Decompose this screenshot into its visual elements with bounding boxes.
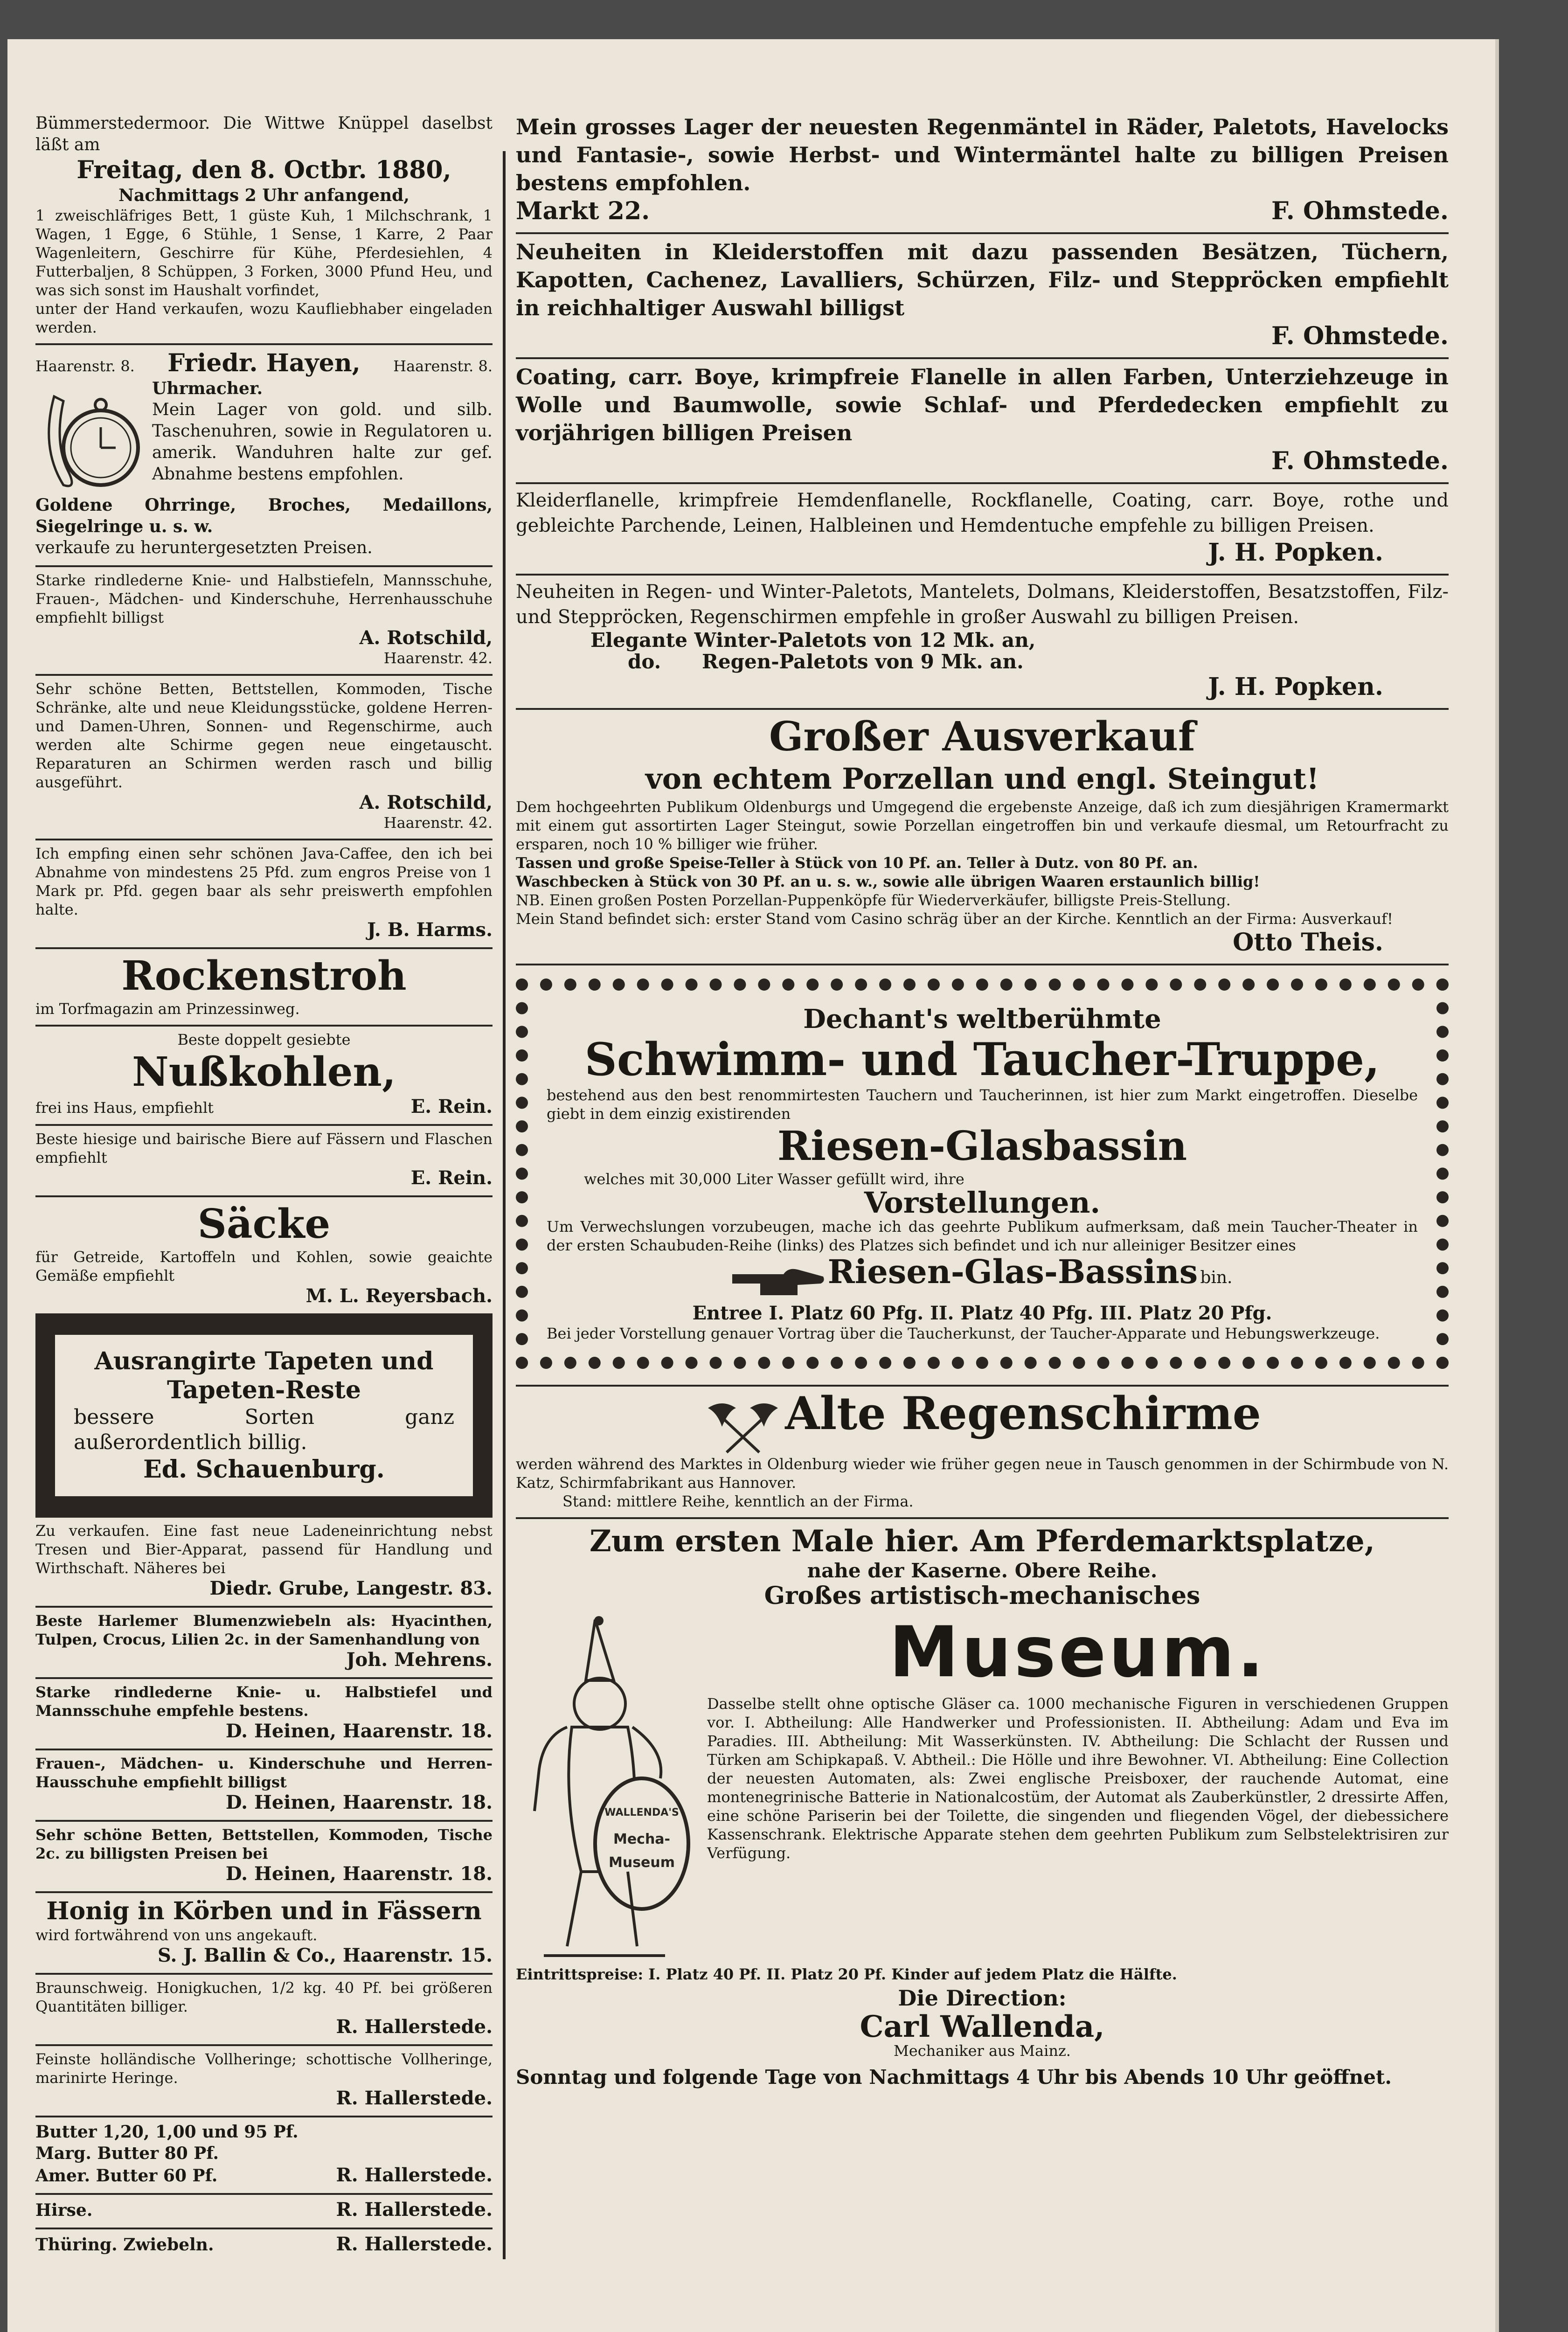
ad-tapeten-line1: Ausrangirte Tapeten und [94,1347,434,1375]
ad-heinen-2-sig: D. Heinen, Haarenstr. 18. [225,1791,493,1813]
drum-label-2: Mecha- [613,1831,671,1847]
ad-dechant-body3: Um Verwechslungen vorzubeugen, mache ich das geehrte Publikum aufmerksam, daß mein Taucher-Theater in der ersten Schaubuden-Reihe (links) des Platzes sich befindet und ich nur alleiniger Besitzer eines [547,1218,1418,1254]
ad-wallenda-sig-sub: Mechaniker aus Mainz. [894,2042,1071,2060]
ad-popken-1 [516,484,1449,576]
ad-nusskohlen-line2: frei ins Haus, empfiehlt [35,1099,214,1117]
ad-hayen-trade: Uhrmacher. [152,379,263,398]
ad-hallerstede-zwiebeln [35,2229,493,2262]
ad-rotschild-shoes-body: Starke rindlederne Knie- und Halbstiefeln, Mannsschuhe, Frauen-, Mädchen- und Kinderschuhe, Herrenhausschuhe empfiehlt billigst [35,571,493,626]
ad-wallenda-footer: Sonntag und folgende Tage von Nachmittags 4 Uhr bis Abends 10 Uhr geöffnet. [516,2066,1392,2089]
ad-auction-tail: unter der Hand verkaufen, wozu Kaufliebhaber eingeladen werden. [35,300,493,336]
ad-ballin-body: wird fortwährend von uns angekauft. [35,1926,318,1944]
ad-grube [35,1518,493,1608]
ad-theis-nb: NB. Einen großen Posten Porzellan-Puppenköpfe für Wiederverkäufer, billigste Preis-Stellung. [516,891,1231,909]
ad-zwiebeln-item: Thüring. Zwiebeln. [35,2235,214,2255]
ad-ballin-title: Honig in Körben und in Fässern [46,1897,482,1925]
ad-heinen-1-body: Starke rindlederne Knie- u. Halbstiefel und Mannsschuhe empfehle bestens. [35,1683,493,1720]
ad-ohmstede-3-sig: F. Ohmstede. [1271,447,1449,475]
ad-dechant [516,965,1449,1387]
ad-hallerstede-heringe [35,2046,493,2117]
ad-ohmstede-2-sig: F. Ohmstede. [1271,322,1449,350]
ad-tapeten-sig: Ed. Schauenburg. [143,1455,385,1484]
ad-heinen-3 [35,1822,493,1893]
ad-harms-body: Ich empfing einen sehr schönen Java-Caffee, den ich bei Abnahme von mindestens 25 Pfd. zum engros Preise von 1 Mark pr. Pfd. gegen baar als sehr preiswerth empfohlen halte. [35,845,493,918]
ad-theis-body: Dem hochgeehrten Publikum Oldenburgs und Umgegend die ergebenste Anzeige, daß ich zum diesjährigen Kramermarkt mit einem gut assortirten Lager Steingut, sowie Porzellan eingetroffen bin und verkaufe diesmal, um Retourfracht zu ersparen, noch 10 % billiger wie früher. [516,798,1449,853]
ad-rotschild-furniture-addr: Haarenstr. 42. [383,814,493,832]
ad-grube-body: Zu verkaufen. Eine fast neue Ladeneinrichtung nebst Tresen und Bier-Apparat, passend für Handlung und Wirthschaft. Näheres bei [35,1522,493,1577]
ad-theis-subtitle: von echtem Porzellan und engl. Steingut! [645,762,1319,796]
ad-biere-body: Beste hiesige und bairische Biere auf Fässern und Flaschen empfiehlt [35,1130,493,1166]
ad-katz-body: werden während des Marktes in Oldenburg wieder wie früher gegen neue in Tausch genommen in der Schirmbude von N. Katz, Schirmfabrikant aus Hannover. [516,1455,1449,1492]
ad-rotschild-shoes [35,567,493,676]
ad-nusskohlen-title: Nußkohlen, [132,1048,396,1096]
ad-popken-2-line2: do. Regen-Paletots von 9 Mk. an. [628,650,1024,673]
crossed-umbrellas-icon [703,1399,783,1455]
ad-hayen [35,345,493,567]
ad-ohmstede-1 [516,109,1449,234]
ad-katz-stand: Stand: mittlere Reihe, kenntlich an der Firma. [562,1492,914,1510]
ad-saecke-title: Säcke [197,1201,331,1248]
ad-wallenda-direction: Die Direction: [898,1985,1067,2011]
ad-biere-sig: E. Rein. [410,1167,493,1189]
ad-rotschild-furniture-sig: A. Rotschild, [359,791,493,813]
ad-wallenda-line1: Zum ersten Male hier. Am Pferdemarktsplatze, [590,1524,1375,1559]
ad-theis-title: Großer Ausverkauf [769,713,1195,760]
ad-mehrens-sig: Joh. Mehrens. [346,1649,493,1671]
ad-heinen-3-body: Sehr schöne Betten, Bettstellen, Kommoden, Tische 2c. zu billigsten Preisen bei [35,1826,493,1862]
ad-katz-title: Alte Regenschirme [785,1387,1261,1440]
ad-nusskohlen [35,1027,493,1126]
ad-dechant-body2: welches mit 30,000 Liter Wasser gefüllt wird, ihre [584,1170,964,1188]
ad-saecke-sig: M. L. Reyersbach. [305,1285,493,1307]
column-divider [503,151,506,2259]
ad-hayen-addr-right: Haarenstr. 8. [393,357,493,375]
ad-butter-line3: Amer. Butter 60 Pf. [35,2166,218,2186]
ad-dechant-line1: Dechant's weltberühmte [803,1004,1161,1034]
ad-tapeten [35,1315,493,1518]
ad-nusskohlen-line1: Beste doppelt gesiebte [177,1031,351,1048]
ad-tapeten-line2: Tapeten-Reste [167,1376,361,1404]
ad-butter-sig: R. Hallerstede. [336,2164,493,2186]
ad-popken-2-sig: J. H. Popken. [1208,673,1383,701]
pointing-hand-icon [732,1263,826,1300]
ad-dechant-title2: Riesen-Glasbassin [777,1123,1187,1170]
ad-wallenda-title: Museum. [889,1612,1267,1693]
ad-hayen-body: Mein Lager von gold. und silb. Taschenuhren, sowie in Regulatoren u. amerik. Wanduhren halte zur gef. Abnahme bestens empfohlen. [152,400,493,484]
ad-rotschild-furniture-body: Sehr schöne Betten, Bettstellen, Kommoden, Tische Schränke, alte und neue Kleidungsstücke, goldene Herren- und Damen-Uhren, Sonnen- und Regenschirme, auch werden alte Schirme gegen neue eingetauscht. Reparaturen an Schirmen werden rasch und billig ausgeführt. [35,680,493,791]
ad-hayen-extra: Goldene Ohrringe, Broches, Medaillons, Siegelringe u. s. w. [35,495,493,536]
ad-hallerstede-heringe-sig: R. Hallerstede. [336,2087,493,2109]
ad-rotschild-shoes-sig: A. Rotschild, [359,627,493,649]
left-column [35,109,493,2262]
ad-dechant-title4-tail: bin. [1200,1268,1233,1287]
ad-theis-stand: Mein Stand befindet sich: erster Stand vom Casino schräg über an der Kirche. Kenntlich an der Firma: Ausverkauf! [516,910,1393,928]
drum-label-1: WALLENDA'S [604,1807,679,1818]
ad-hallerstede-heringe-body: Feinste holländische Vollheringe; schottische Vollheringe, marinirte Heringe. [35,2050,493,2087]
ad-ohmstede-3 [516,359,1449,484]
ad-wallenda-line3: Großes artistisch-mechanisches [764,1582,1200,1610]
ad-dechant-prices: Entree I. Platz 60 Pfg. II. Platz 40 Pfg. III. Platz 20 Pfg. [692,1302,1272,1324]
ad-nusskohlen-sig: E. Rein. [410,1096,493,1117]
ad-heinen-3-sig: D. Heinen, Haarenstr. 18. [225,1863,493,1885]
ad-ohmstede-1-addr: Markt 22. [516,197,650,225]
ad-theis-line2: Waschbecken à Stück von 30 Pf. an u. s. w., sowie alle übrigen Waaren erstaunlich billig! [516,873,1260,890]
newspaper-page [7,39,1495,2332]
ad-ballin [35,1893,493,1975]
ad-harms-sig: J. B. Harms. [367,919,493,941]
ad-harms [35,840,493,949]
drum-label-3: Museum [608,1854,675,1871]
ad-ohmstede-2 [516,234,1449,359]
ad-saecke [35,1197,493,1315]
ad-popken-2 [516,576,1449,710]
ad-hirse-sig: R. Hallerstede. [336,2199,493,2221]
ad-hallerstede-honig-body: Braunschweig. Honigkuchen, 1/2 kg. 40 Pf. bei größeren Quantitäten billiger. [35,1979,493,2015]
ad-hayen-name: Friedr. Hayen, [167,349,361,377]
ad-hallerstede-butter [35,2117,493,2195]
ad-biere [35,1126,493,1197]
ad-theis-sig: Otto Theis. [1233,928,1383,957]
ad-saecke-body: für Getreide, Kartoffeln und Kohlen, sowie geaichte Gemäße empfiehlt [35,1248,493,1284]
ad-rockenstroh-line: im Torfmagazin am Prinzessinweg. [35,1000,300,1018]
ad-grube-sig: Diedr. Grube, Langestr. 83. [209,1577,493,1599]
ad-zwiebeln-sig: R. Hallerstede. [336,2233,493,2255]
ad-auction-time: Nachmittags 2 Uhr anfangend, [118,186,409,205]
ad-wallenda-sig: Carl Wallenda, [860,2009,1105,2044]
ad-dechant-title: Schwimm- und Taucher-Truppe, [584,1033,1380,1086]
ad-rotschild-furniture [35,676,493,840]
right-column [516,109,1449,2096]
ad-wallenda-body: Dasselbe stellt ohne optische Gläser ca. 1000 mechanische Figuren in verschiedenen Gruppen vor. I. Abtheilung: Alle Handwerker und Professionisten. II. Abtheilung: Adam und Eva im Paradies. III. Abtheilung: Mit Wasserkünsten. IV. Abtheilung: Die Schlacht der Russen und Türken am Schipkapaß. V. Abtheil.: Die Hölle und ihre Bewohner. VI. Abtheilung: Eine Collection der neuesten Automaten, als: Zwei englische Preisboxer, der rauchende Automat, eine montenegrinische Batterie in Nationalcostüm, der Automat als Zauberkünstler, 2 dressirte Affen, eine schöne Pariserin bei der Toilette, die singenden und fliegenden Vögel, der diebessichere Kassenschrank. Elektrische Apparate stehen dem geehrten Publikum zum Selbstelektrisiren zur Verfügung. [707,1695,1449,1862]
ad-auction-intro: Bümmerstedermoor. Die Wittwe Knüppel daselbst läßt am [35,114,493,154]
pocket-watch-icon [35,378,143,494]
ad-rockenstroh [35,949,493,1027]
ad-ballin-sig: S. J. Ballin & Co., Haarenstr. 15. [157,1944,493,1966]
ad-dechant-body4: Bei jeder Vorstellung genauer Vortrag über die Taucherkunst, der Taucher-Apparate und Hebungswerkzeuge. [547,1324,1380,1342]
ad-mehrens-body: Beste Harlemer Blumenzwiebeln als: Hyacinthen, Tulpen, Crocus, Lilien 2c. in der Samenhandlung von [35,1612,493,1648]
ad-heinen-2-body: Frauen-, Mädchen- u. Kinderschuhe und Herren-Hausschuhe empfiehlt billigst [35,1755,493,1791]
ad-heinen-1-sig: D. Heinen, Haarenstr. 18. [225,1720,493,1742]
ad-hayen-tail: verkaufe zu heruntergesetzten Preisen. [35,538,373,557]
ad-theis-line1: Tassen und große Speise-Teller à Stück von 10 Pf. an. Teller à Dutz. von 80 Pf. an. [516,854,1198,872]
ad-hayen-addr-left: Haarenstr. 8. [35,357,135,375]
ad-auction [35,109,493,345]
ad-wallenda [516,1519,1449,2096]
ad-hallerstede-honig-sig: R. Hallerstede. [336,2016,493,2038]
ad-popken-2-line1: Elegante Winter-Paletots von 12 Mk. an, [590,629,1036,652]
ad-dechant-title4: Riesen-Glas-Bassins [827,1252,1198,1291]
ad-mehrens [35,1608,493,1679]
clown-drummer-illustration [516,1610,693,1965]
ad-ohmstede-1-sig: F. Ohmstede. [1271,197,1449,225]
ad-popken-1-body: Kleiderflanelle, krimpfreie Hemdenflanelle, Rockflanelle, Coating, carr. Boye, rothe und gebleichte Parchende, Leinen, Halbleinen und Hemdentuche empfehle zu billigen Preisen. [516,490,1449,536]
ad-ohmstede-1-body: Mein grosses Lager der neuesten Regenmäntel in Räder, Paletots, Havelocks und Fantasie-, sowie Herbst- und Wintermäntel halte zu billigen Preisen bestens empfohlen. [516,114,1449,195]
ad-ohmstede-3-body: Coating, carr. Boye, krimpfreie Flanelle in allen Farben, Unterziehzeuge in Wolle und Baumwolle, sowie Schlaf- und Pferdedecken empfiehlt zu vorjährigen billigen Preisen [516,364,1449,445]
ad-butter-line2: Marg. Butter 80 Pf. [35,2144,219,2163]
ad-hallerstede-honig [35,1975,493,2046]
ad-katz [516,1387,1449,1520]
ad-auction-body: 1 zweischläfriges Bett, 1 güste Kuh, 1 Milchschrank, 1 Wagen, 1 Egge, 6 Stühle, 1 Sense, 1 Karre, 2 Paar Wagenleitern, Geschirre für Kühe, Pferdesiehlen, 4 Futterbaljen, 8 Schüppen, 3 Forken, 3000 Pfund Heu, und was sich sonst im Haushalt vorfindet, [35,207,493,299]
ad-tapeten-body: bessere Sorten ganz außerordentlich billig. [74,1405,454,1454]
ad-heinen-1 [35,1679,493,1750]
ad-wallenda-prices: Eintrittspreise: I. Platz 40 Pf. II. Platz 20 Pf. Kinder auf jedem Platz die Hälfte. [516,1965,1177,1983]
ad-ohmstede-2-body: Neuheiten in Kleiderstoffen mit dazu passenden Besätzen, Tüchern, Kapotten, Cachenez, Lavalliers, Schürzen, Filz- und Steppröcken empfiehlt in reichhaltiger Auswahl billigst [516,239,1449,320]
ad-popken-1-sig: J. H. Popken. [1208,538,1383,567]
ad-wallenda-line2: nahe der Kaserne. Obere Reihe. [807,1559,1158,1582]
ad-hirse-item: Hirse. [35,2200,93,2220]
ad-heinen-2 [35,1750,493,1822]
ad-auction-date: Freitag, den 8. Octbr. 1880, [76,156,451,184]
ad-hallerstede-hirse [35,2195,493,2229]
ad-butter-line1: Butter 1,20, 1,00 und 95 Pf. [35,2122,298,2142]
ad-dechant-title3: Vorstellungen. [864,1186,1101,1220]
ad-rockenstroh-title: Rockenstroh [121,952,407,999]
ad-rotschild-shoes-addr: Haarenstr. 42. [383,649,493,667]
ad-popken-2-body: Neuheiten in Regen- und Winter-Paletots, Mantelets, Dolmans, Kleiderstoffen, Besatzstoffen, Filz- und Steppröcken, Regenschirmen empfehle in großer Auswahl zu billigen Preisen. [516,581,1449,628]
ad-theis [516,710,1449,965]
ad-dechant-body1: bestehend aus den best renommirtesten Tauchern und Taucherinnen, ist hier zum Markt eingetroffen. Dieselbe giebt in dem einzig existirenden [547,1086,1418,1123]
